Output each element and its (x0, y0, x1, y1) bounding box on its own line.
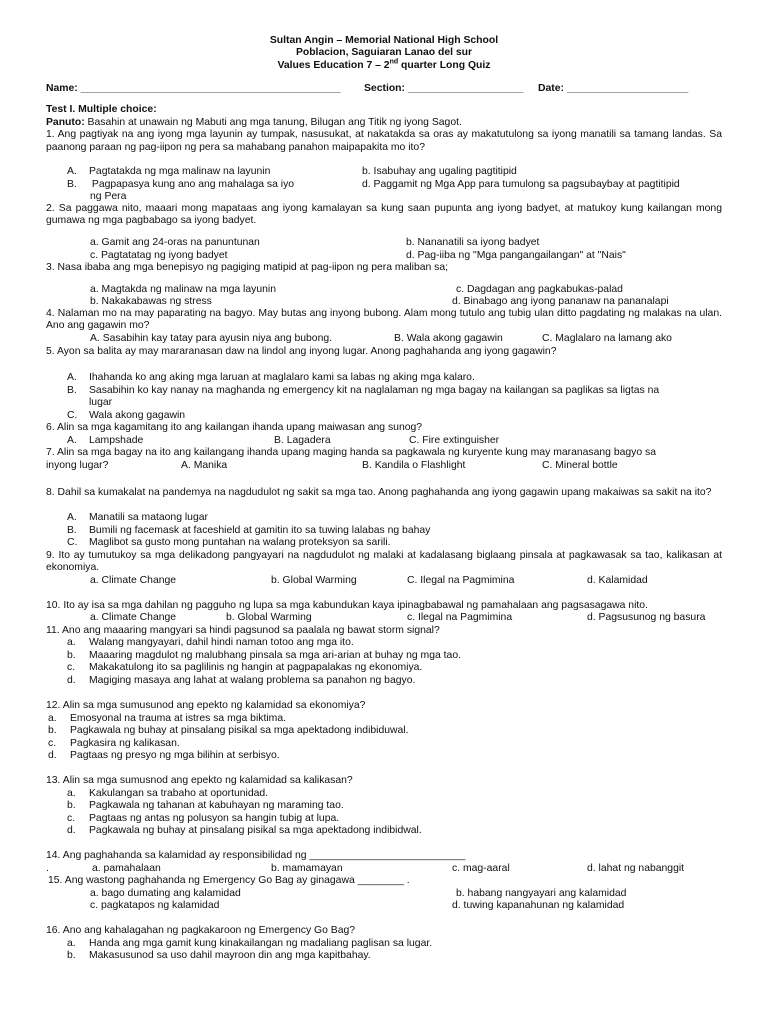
q8-choice-a[interactable] (67, 512, 208, 525)
q5-text-a: Ihahanda ko ang aking mga laruan at maglalaro kami sa labas ng aking mga kalaro. (89, 372, 475, 383)
q13-text-d: Pagkawala ng buhay at pinsalang pisikal sa mga apektadong indibidwal. (89, 825, 422, 836)
q8-letter-a: A. (67, 512, 77, 523)
q16-text-a: Handa ang mga gamit kung kinakailangan ng madaliang paglisan sa lugar. (89, 937, 433, 949)
question-11: 11. Ano ang maaaring mangyari sa hindi pagsunod sa paalala ng bawat storm signal? (46, 624, 440, 636)
q6-choice-c[interactable]: C. Fire extinguisher (409, 434, 500, 446)
q1-text-b-upper: Pagpapasya kung ano ang mahalaga sa iyo (89, 178, 295, 190)
question-8: 8. Dahil sa kumakalat na pandemya na nagdudulot ng sakit sa mga tao. Anong paghahanda ang iyong gagawin upang makaiwas sa sakit na ito? (46, 487, 712, 498)
q2-choice-d[interactable]: d. Pag-iiba ng "Mga pangangailangan" at "Nais" (406, 249, 626, 261)
q13-choice-c[interactable] (67, 813, 339, 826)
q13-text-c: Pagtaas ng antas ng polusyon sa hangin tubig at lupa. (89, 812, 340, 824)
q11-letter-b: b. (67, 649, 76, 661)
question-12: 12. Alin sa mga sumusunod ang epekto ng kalamidad sa ekonomiya? (46, 700, 366, 711)
q10-choice-d[interactable]: d. Pagsusunog ng basura (587, 612, 706, 623)
q5-choice-c[interactable] (67, 410, 185, 423)
q12-choice-d[interactable] (48, 750, 280, 763)
q14-choice-c[interactable]: c. mag-aaral (452, 862, 510, 874)
instructions-label: Panuto: (46, 116, 85, 128)
question-2: 2. Sa paggawa nito, maaari mong mapataas ang iyong kamalayan sa kung saan pupunta ang iyong badyet, at matukoy kung kailangan mong gumawa ng mga pagbabago sa iyong badyet. (46, 202, 722, 227)
q2-choice-c[interactable]: c. Pagtatatag ng iyong badyet (90, 249, 228, 261)
q1-choice-b-upper[interactable] (67, 179, 294, 192)
q6-letter-a: A. (67, 434, 77, 446)
section-field[interactable]: Section: ____________________ (364, 83, 524, 94)
q11-choice-a[interactable] (67, 637, 354, 650)
test-title: Test I. Multiple choice: (46, 104, 157, 115)
q4-choice-b[interactable]: B. Wala akong gagawin (394, 333, 503, 344)
q4-choice-c[interactable]: C. Maglalaro na lamang ako (542, 333, 672, 344)
q11-letter-c: c. (67, 662, 76, 673)
q12-text-a: Emosyonal na trauma at istres sa mga biktima. (70, 712, 286, 724)
q16-letter-a: a. (67, 937, 76, 949)
q14-choice-d[interactable]: d. lahat ng nabanggit (587, 862, 685, 874)
q7-choice-a[interactable]: A. Manika (181, 459, 228, 471)
q2-choice-b[interactable]: b. Nananatili sa iyong badyet (406, 237, 540, 248)
q16-text-b: Makasusunod sa uso dahil mayroon din ang mga kapitbahay. (89, 950, 371, 961)
question-4: 4. Nalaman mo na may paparating na bagyo. May butas ang inyong bubong. Alam mong tutulo ang tubig ulan ditto pagdating ng malakas na ulan. Ano ang gagawin mo? (46, 307, 722, 332)
question-3: 3. Nasa ibaba ang mga benepisyo ng pagiging matipid at pag-iipon ng pera maliban sa; (46, 262, 449, 273)
question-7-cont: inyong lugar? (46, 459, 109, 471)
q8-letter-c: C. (67, 537, 78, 548)
quiz-title-sup: nd (389, 58, 399, 66)
q16-choice-b[interactable] (67, 950, 371, 963)
question-15: 15. Ang wastong paghahanda ng Emergency Go Bag ay ginagawa ________ . (48, 875, 410, 886)
question-6: 6. Alin sa mga kagamitang ito ang kailangan ihanda upang maiwasan ang sunog? (46, 422, 423, 433)
q8-letter-b: B. (67, 524, 77, 536)
q1-letter-a: A. (67, 166, 77, 177)
q12-text-b: Pagkawala ng buhay at pinsalang pisikal sa mga apektadong indibiduwal. (70, 725, 409, 736)
q13-letter-c: c. (67, 812, 76, 824)
question-16: 16. Ano ang kahalagahan ng pagkakaroon ng Emergency Go Bag? (46, 925, 356, 936)
q2-choice-a[interactable]: a. Gamit ang 24-oras na panuntunan (90, 237, 260, 248)
quiz-title (46, 60, 722, 72)
question-14: 14. Ang paghahanda sa kalamidad ay responsibilidad ng ___________________________ (46, 850, 466, 861)
q13-letter-d: d. (67, 825, 76, 836)
q11-letter-d: d. (67, 674, 76, 686)
q11-text-c: Makakatulong ito sa paglilinis ng hangin at pagpapalakas ng ekonomiya. (89, 662, 423, 673)
q12-letter-a: a. (48, 712, 57, 724)
question-9: 9. Ito ay tumutukoy sa mga delikadong pangyayari na nagdudulot ng malaki at kadalasang biglaang pinsala at pagkawasak sa tao, kalikasan at ekonomiya. (46, 549, 722, 574)
q5-text-c: Wala akong gagawin (89, 409, 186, 421)
q8-choice-b[interactable] (67, 525, 430, 538)
q11-choice-c[interactable] (67, 662, 422, 675)
q14-stray-dot: . (46, 862, 49, 874)
q1-choice-d-cont: ng Pera (90, 190, 127, 202)
q15-choice-b[interactable]: b. habang nangyayari ang kalamidad (456, 887, 627, 899)
q16-letter-b: b. (67, 950, 76, 961)
q15-choice-c[interactable]: c. pagkatapos ng kalamidad (90, 900, 220, 911)
q5-letter-a: A. (67, 372, 77, 383)
question-5: 5. Ayon sa balita ay may mararanasan daw na lindol ang inyong lugar. Anong paghahanda ang iyong gagawin? (46, 345, 557, 357)
q15-choice-a[interactable]: a. bago dumating ang kalamidad (90, 887, 241, 899)
q5-text-b: Sasabihin ko kay nanay na maghanda ng emergency kit na naglalaman ng mga bagay na kailangan sa paglikas sa ligtas na (89, 384, 660, 396)
q11-text-b: Maaaring magdulot ng malubhang pinsala sa mga ari-arian at buhay ng mga tao. (89, 649, 461, 661)
q13-choice-a[interactable] (67, 788, 268, 801)
q11-letter-a: a. (67, 637, 76, 648)
q5-choice-b[interactable] (67, 385, 659, 398)
q13-choice-b[interactable] (67, 800, 344, 813)
q3-choice-b[interactable]: b. Nakakabawas ng stress (90, 295, 212, 307)
q4-choice-a[interactable]: A. Sasabihin kay tatay para ayusin niya ang bubong. (90, 333, 333, 344)
question-7: 7. Alin sa mga bagay na ito ang kailangang ihanda upang maging handa sa pagkawala ng kuryente kung may maranasang bagyo sa (46, 447, 657, 458)
q12-letter-c: c. (48, 737, 57, 749)
question-10: 10. Ito ay isa sa mga dahilan ng pagguho ng lupa sa mga kabundukan kaya ipinagbabawal ng pamahalaan ang pagsasagawa nito. (46, 600, 648, 611)
q11-text-a: Walang mangyayari, dahil hindi naman totoo ang mga ito. (89, 637, 354, 648)
q13-text-b: Pagkawala ng tahanan at kabuhayan ng maraming tao. (89, 800, 344, 811)
quiz-title-subject: Values Education 7 – 2 (277, 59, 390, 71)
q5-letter-c: C. (67, 409, 78, 421)
question-13: 13. Alin sa mga sumusnod ang epekto ng kalamidad sa kalikasan? (46, 775, 353, 786)
q14-choice-a[interactable]: a. pamahalaan (92, 862, 161, 874)
q15-choice-d[interactable]: d. tuwing kapanahunan ng kalamidad (452, 900, 625, 911)
instructions-text: Basahin at unawain ng Mabuti ang mga tanung, Bilugan ang Titik ng iyong Sagot. (84, 116, 462, 128)
q14-choice-b[interactable]: b. mamamayan (271, 862, 343, 874)
q16-choice-a[interactable] (67, 938, 432, 951)
school-name: Sultan Angin – Memorial National High School (269, 35, 499, 46)
q12-choice-c[interactable] (48, 738, 180, 751)
q8-text-b: Bumili ng facemask at faceshield at gamitin ito sa tuwing lalabas ng bahay (89, 524, 431, 536)
school-address: Poblacion, Saguiaran Lanao del sur (295, 47, 473, 59)
q12-text-d: Pagtaas ng presyo ng mga bilihin at serbisyo. (70, 750, 280, 761)
instructions (46, 117, 462, 130)
q6-choice-b[interactable]: B. Lagadera (274, 434, 331, 446)
q9-choice-b[interactable]: b. Global Warming (271, 574, 357, 586)
q5-choice-b-cont: lugar (89, 397, 113, 408)
q12-choice-a[interactable] (48, 713, 286, 726)
q7-choice-c[interactable]: C. Mineral bottle (542, 459, 618, 471)
q10-choice-b[interactable]: b. Global Warming (226, 612, 312, 623)
q8-choice-c[interactable] (67, 537, 391, 550)
question-1: 1. Ang pagtiyak na ang iyong mga layunin ay tumpak, nasusukat, at nakatakda sa oras ay makatutulong sa iyong manatili sa tamang landas. Sa paanong paraan ng pag-iipon ng pera sa mahabang panahon maipapakita mo ito? (46, 129, 722, 153)
q9-choice-a[interactable]: a. Climate Change (90, 574, 177, 586)
q3-choice-c[interactable]: c. Dagdagan ang pagkabukas-palad (456, 283, 623, 295)
q8-text-c: Maglibot sa gusto mong puntahan na walang proteksyon sa sarili. (89, 537, 391, 548)
q13-letter-a: a. (67, 787, 76, 799)
q11-text-d: Magiging masaya ang lahat at walang problema sa panahon ng bagyo. (89, 674, 416, 686)
q5-choice-a[interactable] (67, 372, 475, 385)
name-field[interactable]: Name: _____________________________________________ (46, 83, 341, 94)
q8-text-a: Manatili sa mataong lugar (89, 512, 208, 523)
q1-choice-a[interactable] (67, 166, 270, 179)
q3-choice-a[interactable]: a. Magtakda ng malinaw na mga layunin (90, 283, 276, 295)
q10-choice-a[interactable]: a. Climate Change (90, 612, 177, 623)
q11-choice-b[interactable] (67, 650, 461, 663)
q13-choice-d[interactable] (67, 825, 422, 838)
q9-choice-c[interactable]: C. Ilegal na Pagmimina (407, 574, 515, 586)
q12-choice-b[interactable] (48, 725, 409, 738)
q1-letter-b: B. (67, 178, 77, 190)
q9-choice-d[interactable]: d. Kalamidad (587, 574, 648, 586)
q6-choice-a[interactable] (67, 435, 143, 448)
q11-choice-d[interactable] (67, 675, 415, 688)
quiz-title-rest: quarter Long Quiz (398, 59, 491, 71)
date-field[interactable]: Date: _____________________ (538, 83, 689, 94)
q12-text-c: Pagkasira ng kalikasan. (70, 737, 180, 749)
q13-letter-b: b. (67, 800, 76, 811)
q10-choice-c[interactable]: c. Ilegal na Pagmimina (407, 612, 513, 623)
q12-letter-d: d. (48, 750, 57, 761)
q3-choice-d[interactable]: d. Binabago ang iyong pananaw na pananalapi (452, 295, 669, 307)
q13-text-a: Kakulangan sa trabaho at oportunidad. (89, 787, 269, 799)
q6-text-a: Lampshade (89, 434, 144, 446)
q5-letter-b: B. (67, 384, 77, 396)
q1-choice-b[interactable]: b. Isabuhay ang ugaling pagtitipid (362, 166, 517, 177)
q12-letter-b: b. (48, 725, 57, 736)
q1-choice-d[interactable]: d. Paggamit ng Mga App para tumulong sa pagsubaybay at pagtitipid (362, 178, 680, 190)
q7-choice-b[interactable]: B. Kandila o Flashlight (362, 459, 466, 471)
q1-text-a: Pagtatakda ng mga malinaw na layunin (89, 166, 271, 177)
